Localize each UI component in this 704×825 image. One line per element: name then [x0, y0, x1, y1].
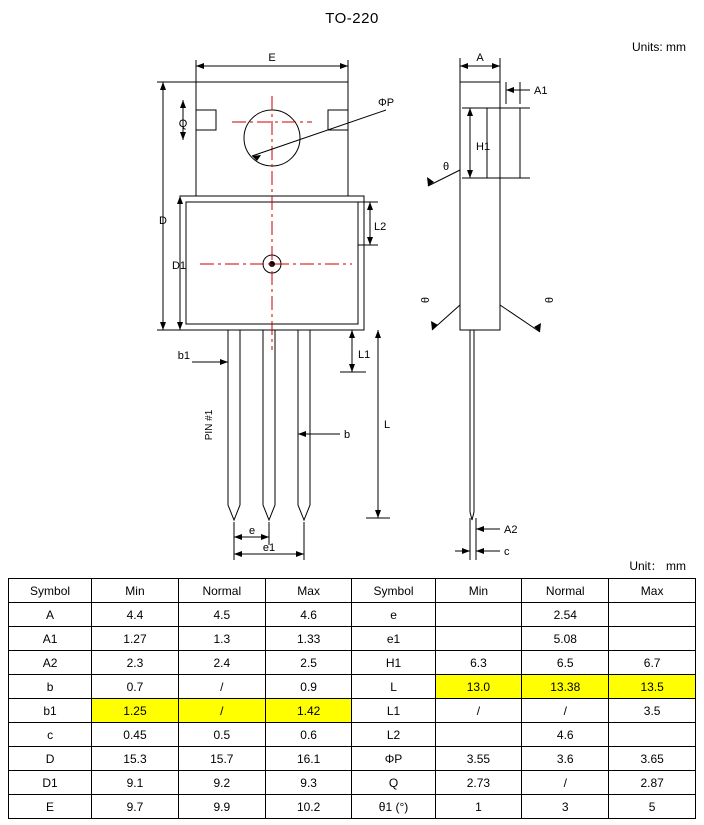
table-cell: 2.54 [522, 603, 609, 627]
table-cell: / [435, 699, 522, 723]
svg-text:E: E [268, 52, 276, 64]
svg-text:ΦP: ΦP [378, 97, 395, 109]
svg-text:L2: L2 [374, 221, 387, 233]
table-cell: 3.55 [435, 747, 522, 771]
table-row [9, 627, 696, 651]
table-cell: 2.73 [435, 771, 522, 795]
cell-symbol-left: A [9, 603, 92, 627]
table-cell: 0.7 [92, 675, 179, 699]
table-cell: 3.6 [522, 747, 609, 771]
table-cell: 2.87 [609, 771, 696, 795]
svg-text:A1: A1 [534, 85, 548, 97]
svg-text:L: L [384, 419, 391, 431]
cell-symbol-left: A1 [9, 627, 92, 651]
table-cell: / [178, 699, 265, 723]
svg-text:b1: b1 [177, 350, 190, 362]
units-note-bottom: Unit： mm [629, 559, 686, 573]
cell-symbol-right: Q [352, 771, 435, 795]
table-row [9, 747, 696, 771]
table-cell [609, 603, 696, 627]
table-row [9, 603, 696, 627]
svg-text:PIN #1: PIN #1 [204, 409, 215, 441]
table-cell: 3.65 [609, 747, 696, 771]
table-cell: 2.3 [92, 651, 179, 675]
table-row [9, 651, 696, 675]
table-row [9, 723, 696, 747]
svg-text:θ: θ [544, 296, 556, 304]
cell-symbol-left: b1 [9, 699, 92, 723]
table-cell: 6.7 [609, 651, 696, 675]
svg-text:D: D [159, 215, 167, 227]
col-max-left: Max [265, 579, 352, 603]
table-body [9, 603, 696, 819]
table-cell: 0.45 [92, 723, 179, 747]
col-min-left: Min [92, 579, 179, 603]
svg-text:H1: H1 [476, 141, 491, 153]
table-cell: 1 [435, 795, 522, 819]
table-cell: 6.5 [522, 651, 609, 675]
col-normal-left: Normal [178, 579, 265, 603]
col-symbol-right: Symbol [352, 579, 435, 603]
table-cell: 13.5 [609, 675, 696, 699]
table-row [9, 771, 696, 795]
table-cell: 6.3 [435, 651, 522, 675]
table-cell: 1.33 [265, 627, 352, 651]
table-cell [609, 627, 696, 651]
table-row [9, 675, 696, 699]
cell-symbol-left: D1 [9, 771, 92, 795]
cell-symbol-right: ΦP [352, 747, 435, 771]
table-cell [435, 723, 522, 747]
table-cell: 15.3 [92, 747, 179, 771]
svg-text:e: e [248, 525, 256, 537]
table-cell: 1.25 [92, 699, 179, 723]
table-cell: 4.5 [178, 603, 265, 627]
table-cell: 4.6 [522, 723, 609, 747]
table-cell: 9.3 [265, 771, 352, 795]
dimensions-table [8, 578, 696, 819]
table-cell: 3 [522, 795, 609, 819]
table-cell: / [522, 771, 609, 795]
table-cell: / [522, 699, 609, 723]
svg-text:c: c [504, 546, 510, 558]
svg-text:b: b [344, 429, 351, 441]
table-cell: 4.6 [265, 603, 352, 627]
svg-text:D1: D1 [171, 260, 187, 272]
svg-text:A: A [476, 52, 484, 64]
table-cell [435, 627, 522, 651]
table-cell: 2.5 [265, 651, 352, 675]
cell-symbol-left: E [9, 795, 92, 819]
table-cell [435, 603, 522, 627]
svg-text:A2: A2 [504, 524, 518, 536]
cell-symbol-right: e1 [352, 627, 435, 651]
table-cell: 16.1 [265, 747, 352, 771]
units-note-top: Units: mm [632, 40, 686, 54]
svg-text:L1: L1 [358, 349, 371, 361]
table-cell: 4.4 [92, 603, 179, 627]
table-cell: 5.08 [522, 627, 609, 651]
table-cell: 10.2 [265, 795, 352, 819]
cell-symbol-left: D [9, 747, 92, 771]
table-cell: 9.9 [178, 795, 265, 819]
table-cell: 15.7 [178, 747, 265, 771]
cell-symbol-left: c [9, 723, 92, 747]
table-cell: 9.2 [178, 771, 265, 795]
svg-text:θ: θ [420, 296, 432, 304]
table-cell [609, 723, 696, 747]
cell-symbol-right: L1 [352, 699, 435, 723]
table-row [9, 699, 696, 723]
table-cell: 13.0 [435, 675, 522, 699]
table-cell: 3.5 [609, 699, 696, 723]
svg-text:θ: θ [443, 161, 450, 173]
cell-symbol-right: H1 [352, 651, 435, 675]
table-cell: 5 [609, 795, 696, 819]
table-cell: 0.9 [265, 675, 352, 699]
table-cell: 1.3 [178, 627, 265, 651]
table-cell: 1.42 [265, 699, 352, 723]
col-min-right: Min [435, 579, 522, 603]
table-row [9, 795, 696, 819]
svg-text:Q: Q [178, 118, 188, 130]
table-cell: 0.6 [265, 723, 352, 747]
cell-symbol-left: A2 [9, 651, 92, 675]
table-cell: / [178, 675, 265, 699]
page-title: TO-220 [325, 10, 379, 27]
cell-symbol-right: e [352, 603, 435, 627]
col-normal-right: Normal [522, 579, 609, 603]
cell-symbol-right: L2 [352, 723, 435, 747]
cell-symbol-right: θ1 (°) [352, 795, 435, 819]
table-cell: 9.7 [92, 795, 179, 819]
table-header-row [9, 579, 696, 603]
table-cell: 9.1 [92, 771, 179, 795]
table-cell: 0.5 [178, 723, 265, 747]
col-symbol-left: Symbol [9, 579, 92, 603]
col-max-right: Max [609, 579, 696, 603]
cell-symbol-right: L [352, 675, 435, 699]
table-cell: 1.27 [92, 627, 179, 651]
table-cell: 2.4 [178, 651, 265, 675]
table-cell: 13.38 [522, 675, 609, 699]
cell-symbol-left: b [9, 675, 92, 699]
svg-text:e1: e1 [262, 542, 276, 554]
